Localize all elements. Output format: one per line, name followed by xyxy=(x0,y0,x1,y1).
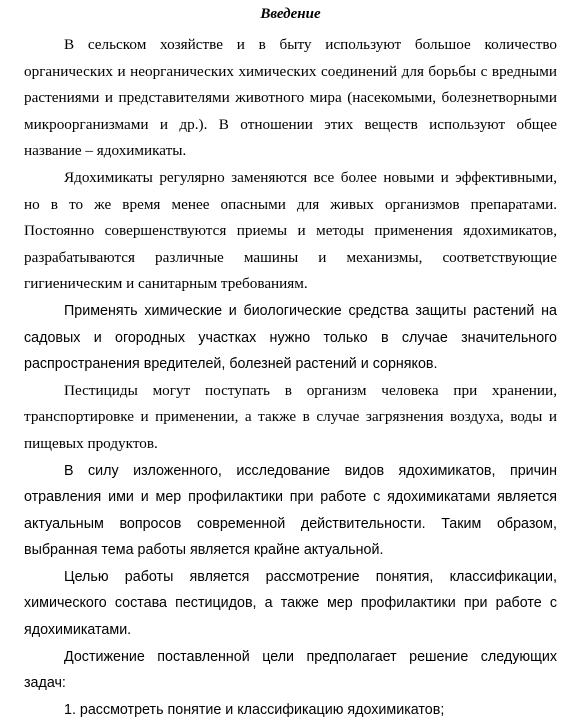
paragraph-tasks-intro: Достижение поставленной цели предполагает решение следующих задач: xyxy=(24,648,557,692)
paragraph-intro: В сельском хозяйстве и в быту используют большое количество органических и неорганических химических соединений для борьбы с вредными растениями и представителями животного мира (насекомыми, болезнетворными микроорганизмами и др.). В отношении этих веществ используют общее название – ядохимикаты. xyxy=(24,36,557,160)
paragraph-application: Применять химические и биологические средства защиты растений на садовых и огородных участках нужно только в случае значительного распространения вредителей, болезней растений и сорняков. xyxy=(24,302,557,373)
document-title: Введение xyxy=(260,6,321,22)
paragraph-relevance: В силу изложенного, исследование видов ядохимикатов, причин отравления ими и мер профилактики при работе с ядохимикатами является актуальным вопросов современной действительности. Таким образом, выбранная тема работы является крайне актуальной. xyxy=(24,462,557,559)
paragraph-replacement: Ядохимикаты регулярно заменяются все более новыми и эффективными, но в то же время менее опасными для живых организмов препаратами. Постоянно совершенствуются приемы и методы применения ядохимикатов, разрабатываются различные машины и механизмы, соответствующие гигиеническим и санитарным требованиям. xyxy=(24,168,557,293)
paragraph-pesticides-intake: Пестициды могут поступать в организм человека при хранении, транспортировке и применении, а также в случае загрязнения воздуха, воды и пищевых продуктов. xyxy=(24,381,557,452)
paragraph-goal: Целью работы является рассмотрение понятия, классификации, химического состава пестицидов, а также мер профилактики при работе с ядохимикатами. xyxy=(24,568,557,639)
task-list-item: 1. рассмотреть понятие и классификацию ядохимикатов; xyxy=(64,701,445,718)
